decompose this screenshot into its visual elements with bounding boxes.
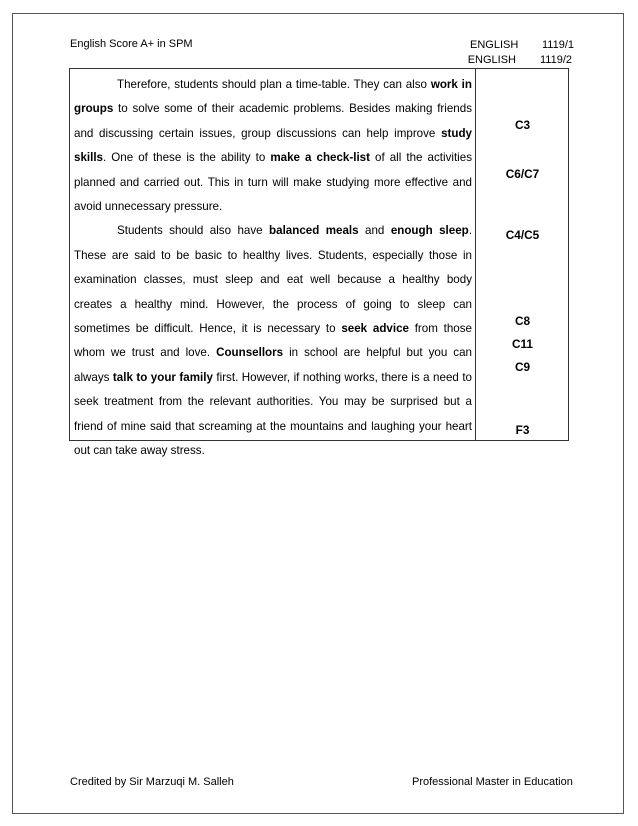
header-code: 1119/2 [540,54,573,66]
footer-credit: Credited by Sir Marzuqi M. Salleh [70,776,234,788]
marking-code: C11 [512,337,533,351]
paragraph-1: Therefore, students should plan a time-table. They can also work in groups to solve some of their academic problems. Besides making friends and discussing certain issues, group discussions can help improve study skills. One of these is the ability to make a check-list of all the activities planned and carried out. This in turn will make studying more effective and avoid unnecessary pressure. [74,78,472,214]
header-paper-2 [460,53,574,68]
header-right [460,38,574,68]
marking-code: C3 [514,118,531,132]
key-phrase: Counsellors [216,346,284,360]
header-left: English Score A+ in SPM [70,38,193,50]
key-phrase: work in groups [74,78,472,116]
key-phrase: study skills [74,126,472,165]
key-phrase: talk to your family [112,370,213,384]
marking-code: C6/C7 [505,167,540,181]
marking-code: F3 [515,423,530,437]
key-phrase: enough sleep [390,224,469,238]
footer-title: Professional Master in Education [412,776,573,788]
key-phrase: balanced meals [269,224,359,238]
key-phrase: seek advice [341,322,409,336]
header-subject: ENGLISH [470,39,519,51]
paragraph-2: Students should also have balanced meals and enough sleep. These are said to be basic to healthy lives. Students, especially those in examination classes, must sleep and eat well because a healthy body creates a healthy mind. However, the process of going to sleep can sometimes be difficult. Hence, it is necessary to seek advice from those whom we trust and love. Counsellors in school are helpful but you can always talk to your family first. However, if nothing works, there is a need to seek treatment from the relevant authorities. You may be surprised but a friend of mine said that screaming at the mountains and laughing your heart out can take away stress. [74,224,472,458]
essay-table [69,68,569,458]
essay-text [74,73,472,464]
marking-code: C8 [514,314,531,328]
header-paper-1 [460,38,574,53]
header-subject: ENGLISH [467,54,516,66]
header-code: 1119/1 [542,39,575,51]
key-phrase: make a check-list [270,151,370,165]
marking-code: C9 [514,360,531,374]
marking-code: C4/C5 [505,228,540,242]
